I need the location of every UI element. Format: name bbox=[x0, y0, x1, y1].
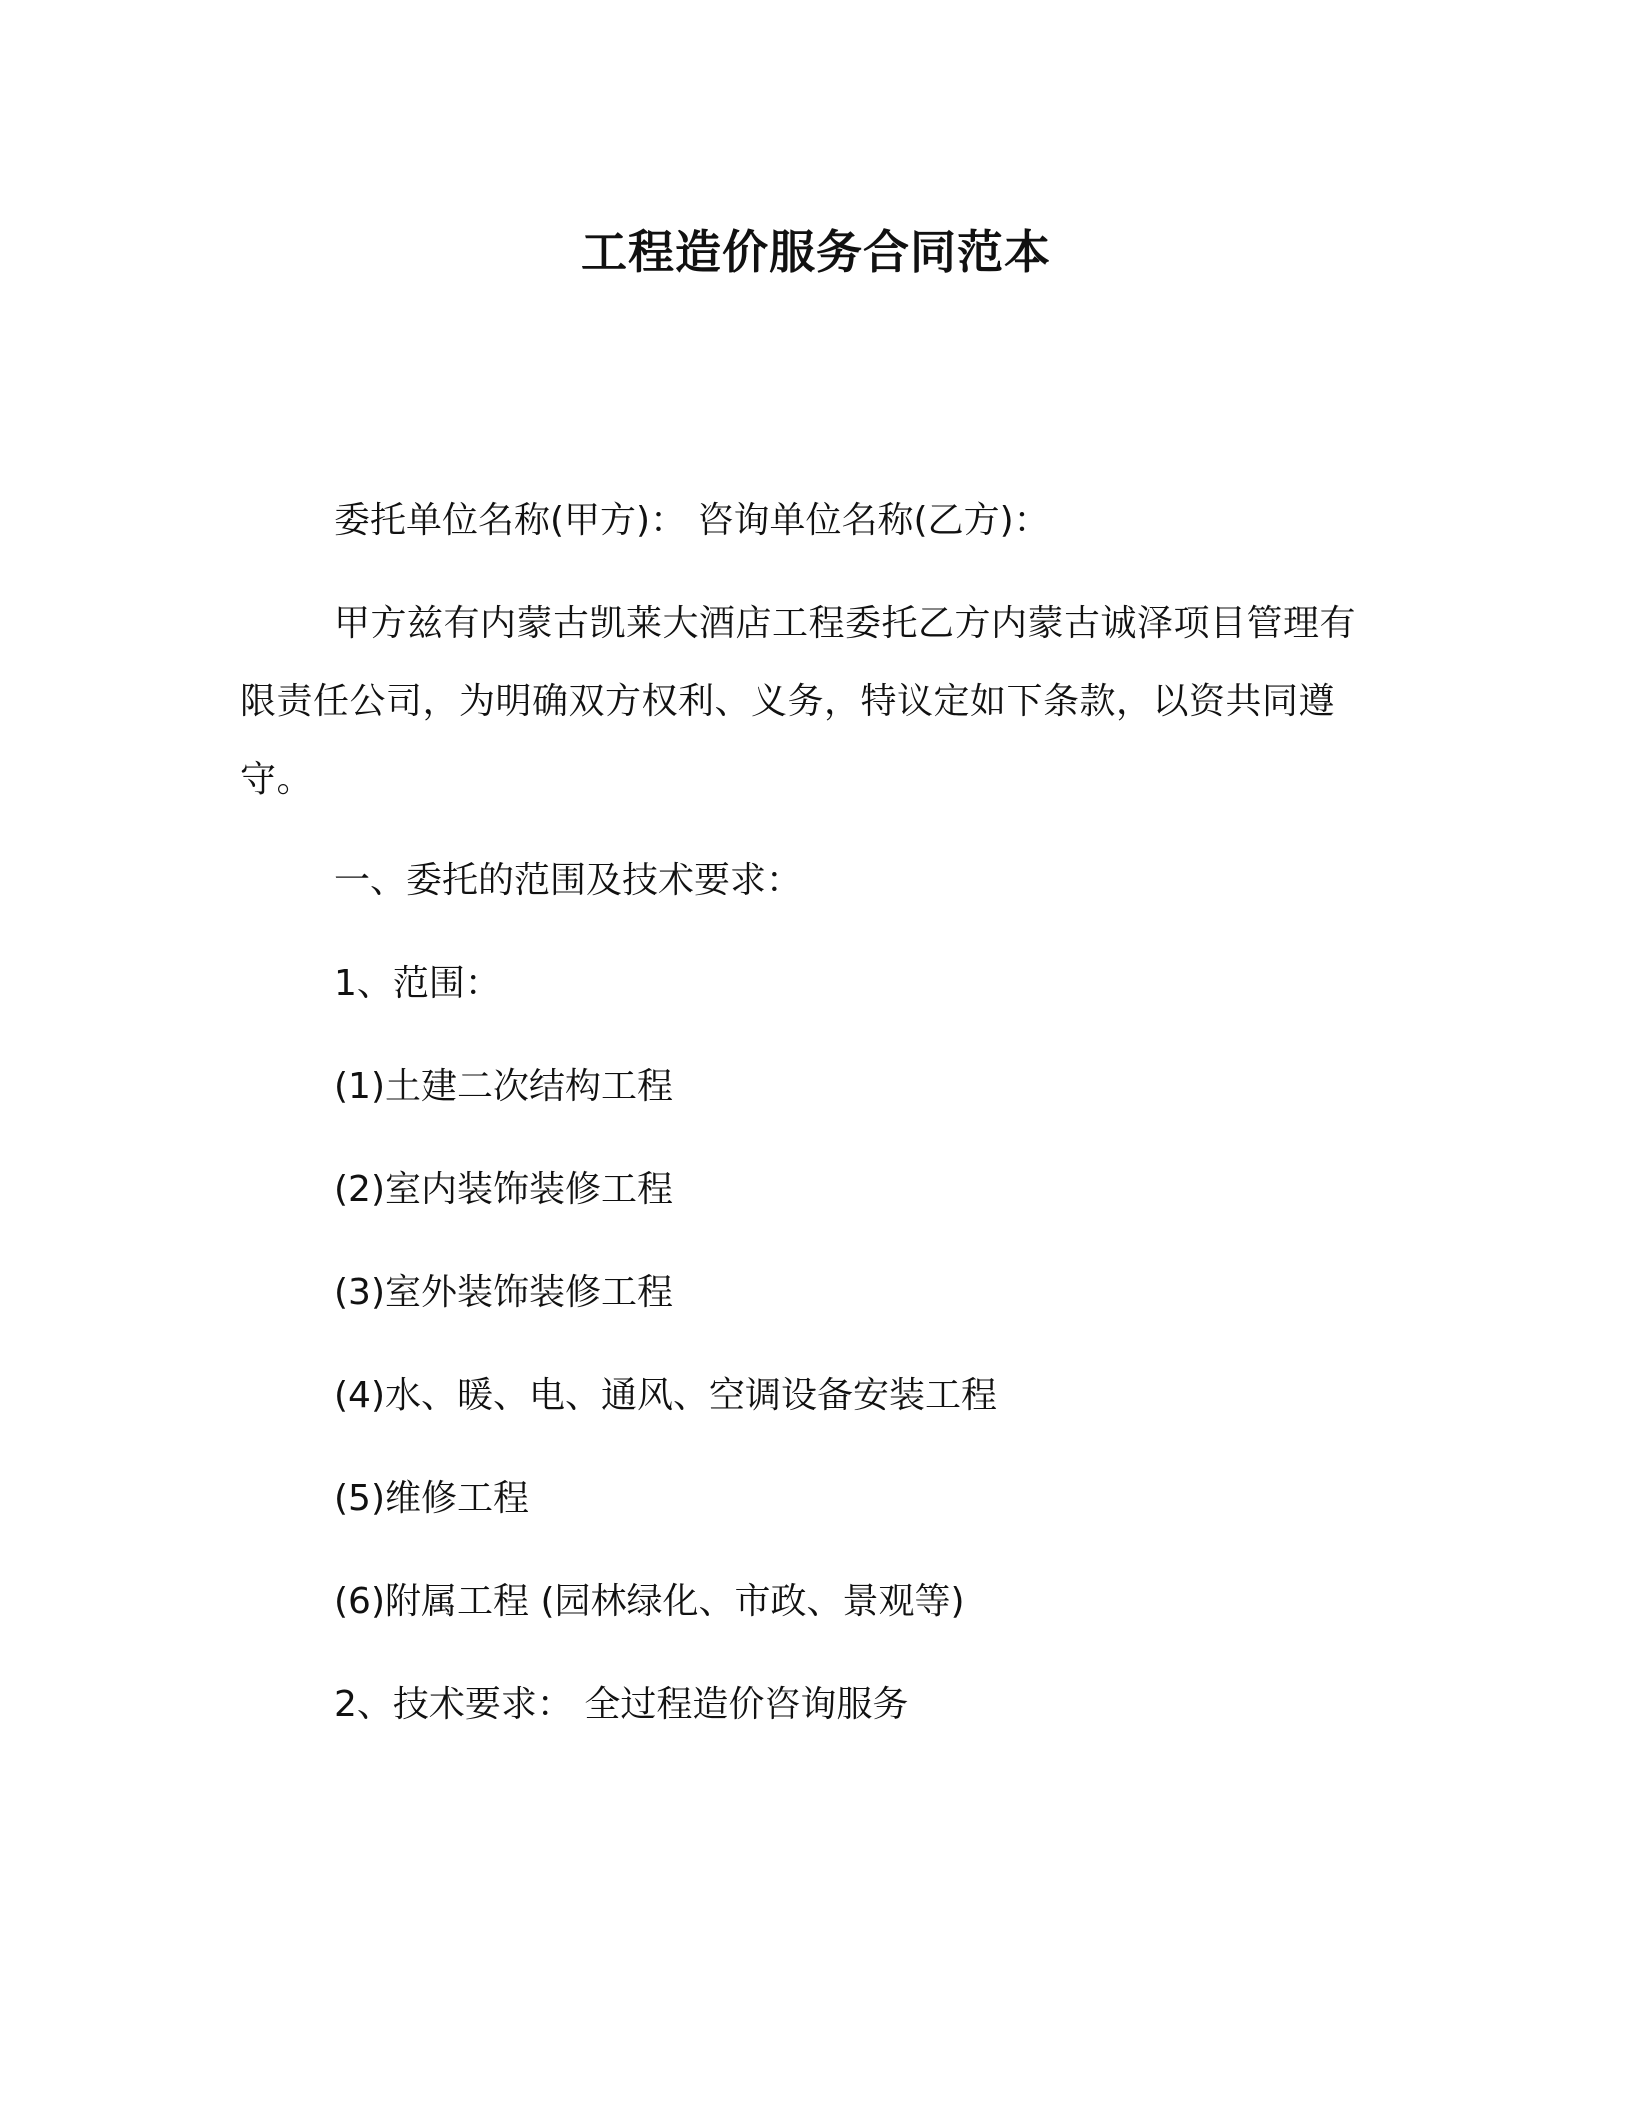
tech-requirements: 2、技术要求： 全过程造价咨询服务 bbox=[334, 1684, 909, 1725]
scope-item: (3)室外装饰装修工程 bbox=[334, 1272, 673, 1313]
document-title: 工程造价服务合同范本 bbox=[581, 225, 1051, 279]
intro-paragraph: 甲方兹有内蒙古凯莱大酒店工程委托乙方内蒙古诚泽项目管理有限责任公司，为明确双方权利、义务，特议定如下条款，以资共同遵守。 bbox=[240, 603, 1357, 800]
scope-item: (2)室内装饰装修工程 bbox=[334, 1169, 673, 1210]
scope-item: (5)维修工程 bbox=[334, 1478, 529, 1519]
scope-item: (4)水、暖、电、通风、空调设备安装工程 bbox=[334, 1375, 997, 1416]
parties-line: 委托单位名称(甲方)： 咨询单位名称(乙方)： bbox=[334, 500, 1050, 541]
scope-item: (1)土建二次结构工程 bbox=[334, 1066, 673, 1107]
section-heading: 一、委托的范围及技术要求： bbox=[334, 860, 803, 901]
scope-heading: 1、范围： bbox=[334, 963, 501, 1004]
scope-item: (6)附属工程 (园林绿化、市政、景观等) bbox=[334, 1581, 965, 1622]
